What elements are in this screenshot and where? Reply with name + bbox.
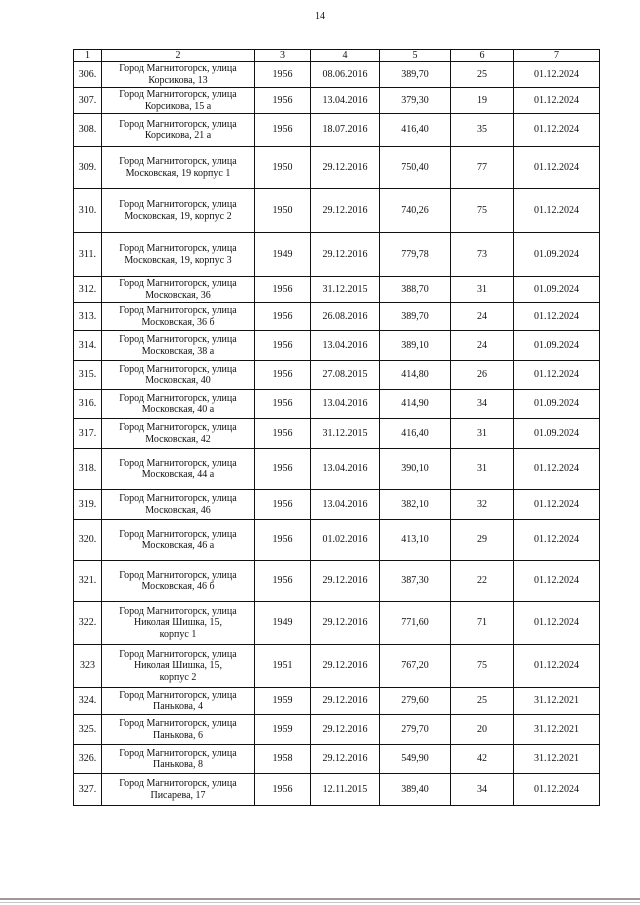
area-cell: 279,70 <box>380 715 451 745</box>
row-number-cell: 316. <box>74 390 102 419</box>
year-cell: 1956 <box>255 774 311 806</box>
address-line: Московская, 44 а <box>141 469 215 480</box>
column-header: 3 <box>255 50 311 62</box>
deadline-cell: 01.12.2024 <box>514 114 600 147</box>
count-cell: 24 <box>451 303 514 331</box>
area-cell: 382,10 <box>380 490 451 520</box>
area-cell: 779,78 <box>380 233 451 277</box>
address-cell <box>102 88 255 114</box>
address-line: Московская, 46 б <box>141 581 215 592</box>
area-cell: 387,30 <box>380 561 451 602</box>
area-cell: 379,30 <box>380 88 451 114</box>
table-row <box>74 189 600 233</box>
date-cell: 31.12.2015 <box>311 277 380 303</box>
address-line: Николая Шишка, 15, <box>133 660 223 672</box>
year-cell: 1956 <box>255 419 311 449</box>
address-line: Город Магнитогорск, улица <box>119 605 237 617</box>
row-number-cell: 310. <box>74 189 102 233</box>
address-cell <box>102 715 255 745</box>
year-cell: 1959 <box>255 715 311 745</box>
deadline-cell: 31.12.2021 <box>514 688 600 715</box>
area-cell: 389,40 <box>380 774 451 806</box>
date-cell: 29.12.2016 <box>311 147 380 189</box>
column-header: 7 <box>514 50 600 62</box>
row-number-cell: 325. <box>74 715 102 745</box>
deadline-cell: 01.09.2024 <box>514 277 600 303</box>
address-cell <box>102 62 255 88</box>
address-line: Московская, 19 корпус 1 <box>125 167 231 179</box>
row-number-cell: 319. <box>74 490 102 520</box>
table-row <box>74 390 600 419</box>
row-number-cell: 309. <box>74 147 102 189</box>
deadline-cell: 01.12.2024 <box>514 520 600 561</box>
date-cell: 29.12.2016 <box>311 688 380 715</box>
address-line: Московская, 40 <box>145 375 211 386</box>
address-cell <box>102 114 255 147</box>
deadline-cell: 01.12.2024 <box>514 561 600 602</box>
count-cell: 31 <box>451 449 514 490</box>
page-bottom-rule-light <box>0 902 640 903</box>
count-cell: 22 <box>451 561 514 602</box>
address-cell <box>102 745 255 774</box>
table-row <box>74 88 600 114</box>
row-number-cell: 322. <box>74 602 102 645</box>
address-cell <box>102 331 255 361</box>
deadline-cell: 01.09.2024 <box>514 331 600 361</box>
address-cell <box>102 490 255 520</box>
address-line: Город Магнитогорск, улица <box>119 118 237 130</box>
address-line: Город Магнитогорск, улица <box>119 778 237 789</box>
address-line: Корсикова, 15 а <box>144 100 212 112</box>
date-cell: 26.08.2016 <box>311 303 380 331</box>
table-row <box>74 645 600 688</box>
area-cell: 416,40 <box>380 114 451 147</box>
year-cell: 1956 <box>255 331 311 361</box>
row-number-cell: 308. <box>74 114 102 147</box>
date-cell: 29.12.2016 <box>311 233 380 277</box>
year-cell: 1950 <box>255 147 311 189</box>
deadline-cell: 01.12.2024 <box>514 147 600 189</box>
year-cell: 1956 <box>255 390 311 419</box>
address-line: Город Магнитогорск, улица <box>119 392 237 404</box>
count-cell: 25 <box>451 62 514 88</box>
count-cell: 34 <box>451 390 514 419</box>
count-cell: 32 <box>451 490 514 520</box>
address-line: Город Магнитогорск, улица <box>119 648 237 660</box>
row-number-cell: 311. <box>74 233 102 277</box>
address-line: Корсикова, 13 <box>148 74 208 86</box>
address-line: Город Магнитогорск, улица <box>119 569 237 581</box>
year-cell: 1956 <box>255 490 311 520</box>
column-header: 6 <box>451 50 514 62</box>
table-body <box>74 50 600 806</box>
address-line: корпус 2 <box>159 671 197 683</box>
date-cell: 29.12.2016 <box>311 645 380 688</box>
address-line: Город Магнитогорск, улица <box>119 199 237 210</box>
table-row <box>74 62 600 88</box>
address-cell <box>102 303 255 331</box>
row-number-cell: 307. <box>74 88 102 114</box>
table-row <box>74 688 600 715</box>
date-cell: 29.12.2016 <box>311 715 380 745</box>
row-number-cell: 312. <box>74 277 102 303</box>
deadline-cell: 01.12.2024 <box>514 88 600 114</box>
row-number-cell: 324. <box>74 688 102 715</box>
count-cell: 73 <box>451 233 514 277</box>
address-line: Московская, 46 а <box>141 540 215 551</box>
address-line: Город Магнитогорск, улица <box>119 493 237 504</box>
column-header: 1 <box>74 50 102 62</box>
address-cell <box>102 233 255 277</box>
address-cell <box>102 277 255 303</box>
page-number: 14 <box>315 11 325 22</box>
date-cell: 29.12.2016 <box>311 561 380 602</box>
deadline-cell: 31.12.2021 <box>514 745 600 774</box>
table-row <box>74 277 600 303</box>
address-cell <box>102 390 255 419</box>
address-line: Город Магнитогорск, улица <box>119 334 237 345</box>
address-line: Город Магнитогорск, улица <box>119 689 237 701</box>
column-header: 4 <box>311 50 380 62</box>
row-number-cell: 315. <box>74 361 102 390</box>
deadline-cell: 01.12.2024 <box>514 490 600 520</box>
address-line: Город Магнитогорск, улица <box>119 63 237 74</box>
table-row <box>74 715 600 745</box>
table-row <box>74 233 600 277</box>
address-line: Город Магнитогорск, улица <box>119 363 237 375</box>
area-cell: 389,70 <box>380 303 451 331</box>
table-row <box>74 745 600 774</box>
year-cell: 1956 <box>255 114 311 147</box>
area-cell: 549,90 <box>380 745 451 774</box>
deadline-cell: 01.12.2024 <box>514 62 600 88</box>
count-cell: 24 <box>451 331 514 361</box>
address-line: Город Магнитогорск, улица <box>119 89 237 100</box>
address-line: Город Магнитогорск, улица <box>119 243 237 254</box>
table-row <box>74 361 600 390</box>
page-bottom-rule <box>0 898 640 900</box>
year-cell: 1956 <box>255 449 311 490</box>
year-cell: 1956 <box>255 62 311 88</box>
count-cell: 34 <box>451 774 514 806</box>
address-line: Николая Шишка, 15, <box>133 617 223 629</box>
date-cell: 13.04.2016 <box>311 331 380 361</box>
row-number-cell: 326. <box>74 745 102 774</box>
year-cell: 1956 <box>255 88 311 114</box>
row-number-cell: 320. <box>74 520 102 561</box>
table-row <box>74 520 600 561</box>
column-number-row <box>74 50 600 62</box>
deadline-cell: 01.09.2024 <box>514 233 600 277</box>
count-cell: 35 <box>451 114 514 147</box>
area-cell: 390,10 <box>380 449 451 490</box>
table-row <box>74 303 600 331</box>
table-row <box>74 419 600 449</box>
year-cell: 1956 <box>255 520 311 561</box>
deadline-cell: 31.12.2021 <box>514 715 600 745</box>
deadline-cell: 01.12.2024 <box>514 449 600 490</box>
address-line: Московская, 19, корпус 3 <box>124 254 232 266</box>
date-cell: 12.11.2015 <box>311 774 380 806</box>
address-line: Московская, 40 а <box>141 404 215 415</box>
address-line: Московская, 46 <box>145 504 211 516</box>
address-line: Московская, 36 <box>145 289 211 301</box>
count-cell: 25 <box>451 688 514 715</box>
area-cell: 740,26 <box>380 189 451 233</box>
area-cell: 416,40 <box>380 419 451 449</box>
deadline-cell: 01.09.2024 <box>514 419 600 449</box>
deadline-cell: 01.12.2024 <box>514 602 600 645</box>
address-line: Московская, 42 <box>145 433 211 445</box>
row-number-cell: 314. <box>74 331 102 361</box>
deadline-cell: 01.12.2024 <box>514 361 600 390</box>
deadline-cell: 01.12.2024 <box>514 774 600 806</box>
count-cell: 42 <box>451 745 514 774</box>
count-cell: 26 <box>451 361 514 390</box>
row-number-cell: 321. <box>74 561 102 602</box>
address-line: корпус 1 <box>159 628 197 640</box>
year-cell: 1959 <box>255 688 311 715</box>
deadline-cell: 01.12.2024 <box>514 189 600 233</box>
count-cell: 20 <box>451 715 514 745</box>
address-cell <box>102 147 255 189</box>
address-line: Писарева, 17 <box>150 789 206 801</box>
table-row <box>74 114 600 147</box>
row-number-cell: 317. <box>74 419 102 449</box>
address-line: Панькова, 4 <box>153 701 203 712</box>
address-line: Московская, 38 а <box>141 345 215 357</box>
count-cell: 75 <box>451 189 514 233</box>
deadline-cell: 01.09.2024 <box>514 390 600 419</box>
count-cell: 77 <box>451 147 514 189</box>
count-cell: 31 <box>451 277 514 303</box>
area-cell: 414,80 <box>380 361 451 390</box>
address-line: Город Магнитогорск, улица <box>119 278 237 289</box>
housing-table <box>73 49 600 806</box>
year-cell: 1950 <box>255 189 311 233</box>
count-cell: 75 <box>451 645 514 688</box>
count-cell: 71 <box>451 602 514 645</box>
address-line: Московская, 19, корпус 2 <box>124 210 232 222</box>
address-line: Город Магнитогорск, улица <box>119 305 237 316</box>
date-cell: 31.12.2015 <box>311 419 380 449</box>
year-cell: 1949 <box>255 233 311 277</box>
table-row <box>74 602 600 645</box>
year-cell: 1958 <box>255 745 311 774</box>
date-cell: 13.04.2016 <box>311 390 380 419</box>
date-cell: 13.04.2016 <box>311 490 380 520</box>
address-cell <box>102 645 255 688</box>
address-cell <box>102 561 255 602</box>
date-cell: 01.02.2016 <box>311 520 380 561</box>
address-cell <box>102 520 255 561</box>
count-cell: 31 <box>451 419 514 449</box>
column-header: 2 <box>102 50 255 62</box>
address-cell <box>102 361 255 390</box>
row-number-cell: 306. <box>74 62 102 88</box>
row-number-cell: 323 <box>74 645 102 688</box>
table-row <box>74 331 600 361</box>
table-row <box>74 490 600 520</box>
date-cell: 18.07.2016 <box>311 114 380 147</box>
address-line: Московская, 36 б <box>141 316 215 328</box>
address-cell <box>102 449 255 490</box>
count-cell: 29 <box>451 520 514 561</box>
area-cell: 750,40 <box>380 147 451 189</box>
row-number-cell: 318. <box>74 449 102 490</box>
address-line: Город Магнитогорск, улица <box>119 747 237 759</box>
year-cell: 1956 <box>255 361 311 390</box>
table-row <box>74 147 600 189</box>
address-line: Город Магнитогорск, улица <box>119 718 237 729</box>
date-cell: 27.08.2015 <box>311 361 380 390</box>
address-line: Город Магнитогорск, улица <box>119 528 237 540</box>
date-cell: 29.12.2016 <box>311 189 380 233</box>
count-cell: 19 <box>451 88 514 114</box>
area-cell: 767,20 <box>380 645 451 688</box>
address-cell <box>102 189 255 233</box>
address-cell <box>102 774 255 806</box>
area-cell: 389,10 <box>380 331 451 361</box>
row-number-cell: 313. <box>74 303 102 331</box>
date-cell: 29.12.2016 <box>311 745 380 774</box>
area-cell: 388,70 <box>380 277 451 303</box>
address-line: Панькова, 6 <box>153 729 203 741</box>
date-cell: 13.04.2016 <box>311 88 380 114</box>
table-row <box>74 774 600 806</box>
address-line: Панькова, 8 <box>153 759 203 770</box>
year-cell: 1951 <box>255 645 311 688</box>
deadline-cell: 01.12.2024 <box>514 645 600 688</box>
address-cell <box>102 688 255 715</box>
date-cell: 13.04.2016 <box>311 449 380 490</box>
deadline-cell: 01.12.2024 <box>514 303 600 331</box>
address-cell <box>102 419 255 449</box>
year-cell: 1949 <box>255 602 311 645</box>
date-cell: 29.12.2016 <box>311 602 380 645</box>
address-line: Город Магнитогорск, улица <box>119 156 237 167</box>
row-number-cell: 327. <box>74 774 102 806</box>
address-cell <box>102 602 255 645</box>
year-cell: 1956 <box>255 303 311 331</box>
year-cell: 1956 <box>255 277 311 303</box>
table-row <box>74 561 600 602</box>
address-line: Город Магнитогорск, улица <box>119 457 237 469</box>
area-cell: 413,10 <box>380 520 451 561</box>
area-cell: 279,60 <box>380 688 451 715</box>
area-cell: 389,70 <box>380 62 451 88</box>
address-line: Корсикова, 21 а <box>144 130 212 141</box>
date-cell: 08.06.2016 <box>311 62 380 88</box>
year-cell: 1956 <box>255 561 311 602</box>
address-line: Город Магнитогорск, улица <box>119 422 237 433</box>
area-cell: 771,60 <box>380 602 451 645</box>
table-row <box>74 449 600 490</box>
column-header: 5 <box>380 50 451 62</box>
area-cell: 414,90 <box>380 390 451 419</box>
